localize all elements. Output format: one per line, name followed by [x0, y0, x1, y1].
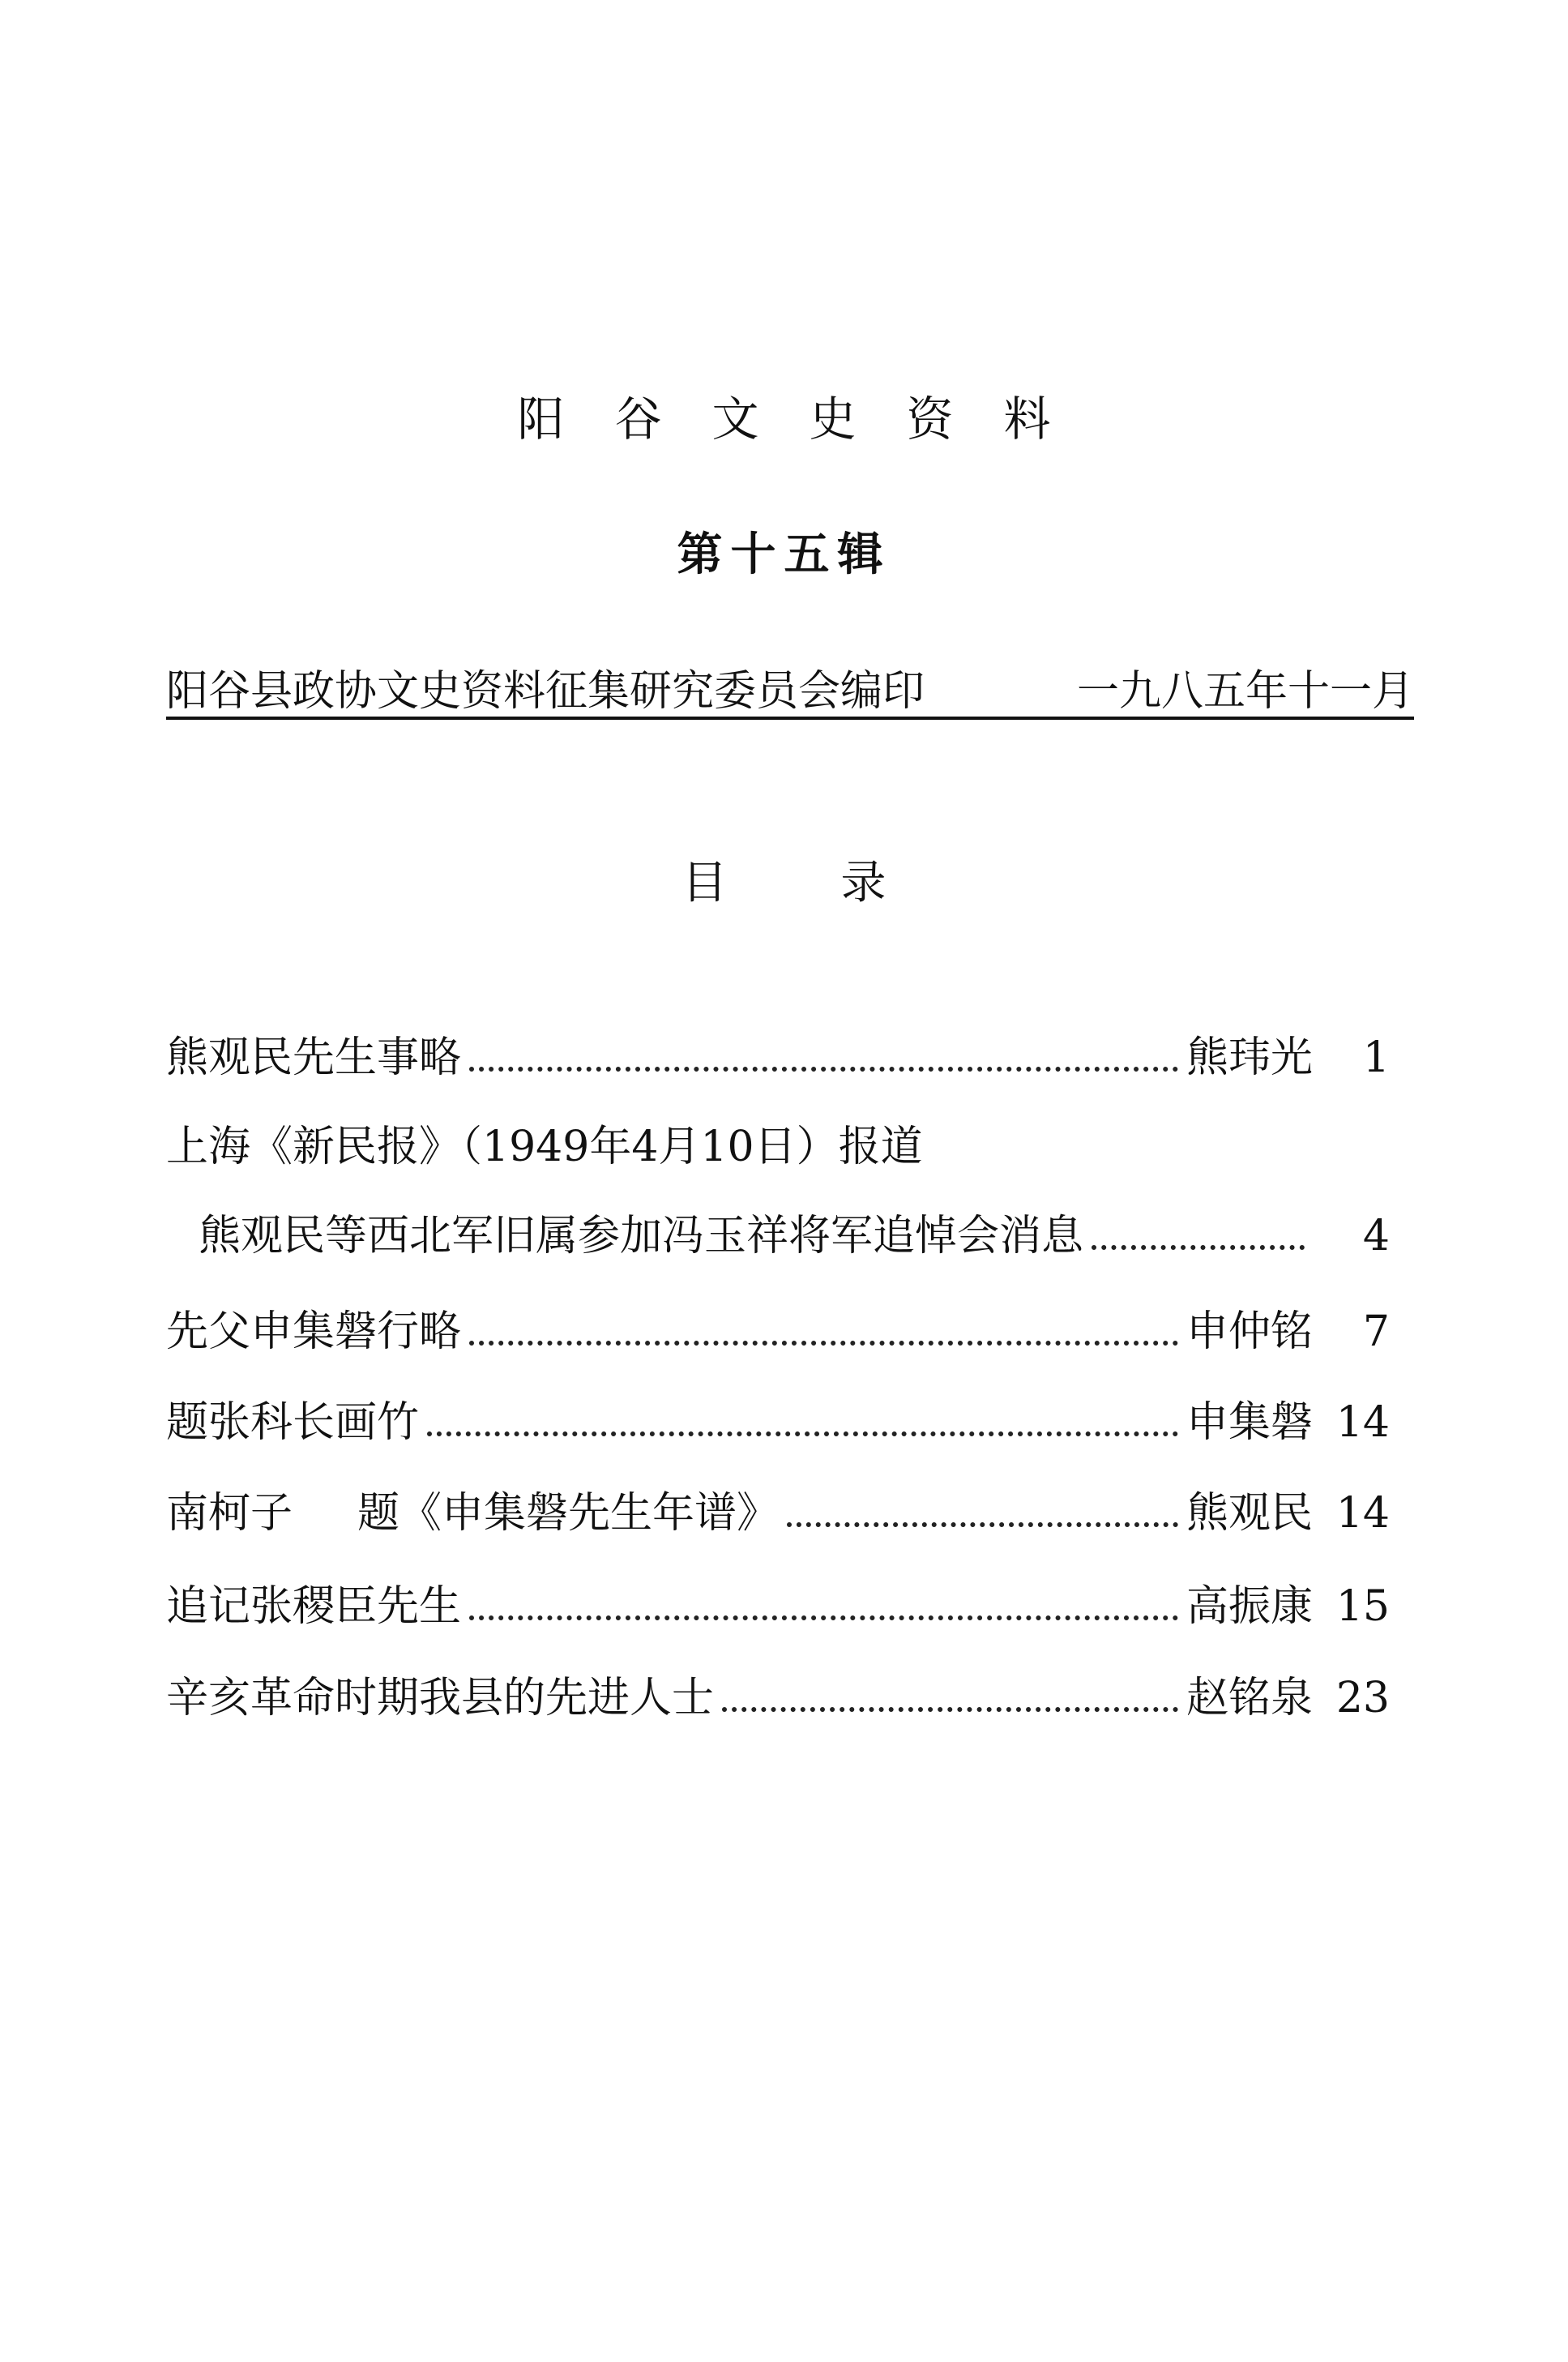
toc-entry: [166, 1485, 1390, 1542]
toc-entry-title: 追记张稷臣先生: [166, 1582, 462, 1631]
toc-entry: [166, 1119, 1390, 1175]
toc-entry-title: 熊观民先生事略: [166, 1033, 462, 1082]
toc-entry: [166, 1029, 1390, 1086]
toc-leader-dots: [1092, 1245, 1305, 1250]
toc-entry-page: 7: [1362, 1307, 1390, 1356]
toc-entry-title: 先父申集磐行略: [166, 1307, 462, 1356]
toc-entry-page: 15: [1335, 1582, 1390, 1631]
toc-heading: 目录: [681, 857, 1000, 909]
toc-leader-dots: [427, 1431, 1178, 1436]
toc-entry-page: 14: [1335, 1489, 1390, 1538]
toc-entry-title: 南柯子: [166, 1489, 293, 1538]
toc-entry-page: 14: [1335, 1398, 1390, 1447]
toc-entry-subtitle: 题《申集磐先生年谱》: [357, 1489, 780, 1538]
toc-entry-author: 申仲铭: [1186, 1307, 1313, 1356]
toc-entry: [166, 1578, 1390, 1635]
publisher-name: 阳谷县政协文史资料征集研究委员会编印: [166, 667, 925, 716]
toc-leader-dots: [469, 1341, 1178, 1346]
toc-entry-author: 熊玮光: [1186, 1033, 1313, 1082]
toc-entry-title: 题张科长画竹: [166, 1398, 420, 1447]
toc-leader-dots: [722, 1707, 1178, 1712]
toc-entry: [166, 1303, 1390, 1360]
publication-date: 一九八五年十一月: [1076, 667, 1414, 716]
toc-entry-author: 申集磐: [1186, 1398, 1313, 1447]
toc-leader-dots: [469, 1067, 1178, 1072]
toc-entry-page: 23: [1335, 1674, 1390, 1722]
toc-leader-dots: [469, 1615, 1178, 1620]
toc-entry-author: 高振康: [1186, 1582, 1313, 1631]
toc-entry-page: 4: [1362, 1212, 1390, 1260]
series-title: 阳谷文史资料: [517, 392, 1101, 447]
toc-entry-title: 熊观民等西北军旧属参加冯玉祥将军追悼会消息: [199, 1212, 1084, 1260]
toc-entry: [166, 1394, 1390, 1451]
toc-entry: [166, 1670, 1390, 1727]
toc-entry-author: 赵铭泉: [1186, 1674, 1313, 1722]
publisher-line: [166, 657, 1414, 720]
toc-entry-title: 辛亥革命时期我县的先进人士: [166, 1674, 715, 1722]
toc-entry-title: 上海《新民报》（1949年4月10日）报道: [166, 1123, 923, 1171]
toc-entry-author: 熊观民: [1186, 1489, 1313, 1538]
toc-entry: [166, 1208, 1390, 1264]
issue-number: 第十五辑: [677, 528, 891, 581]
toc-entry-page: 1: [1362, 1033, 1390, 1082]
toc-leader-dots: [787, 1522, 1178, 1527]
